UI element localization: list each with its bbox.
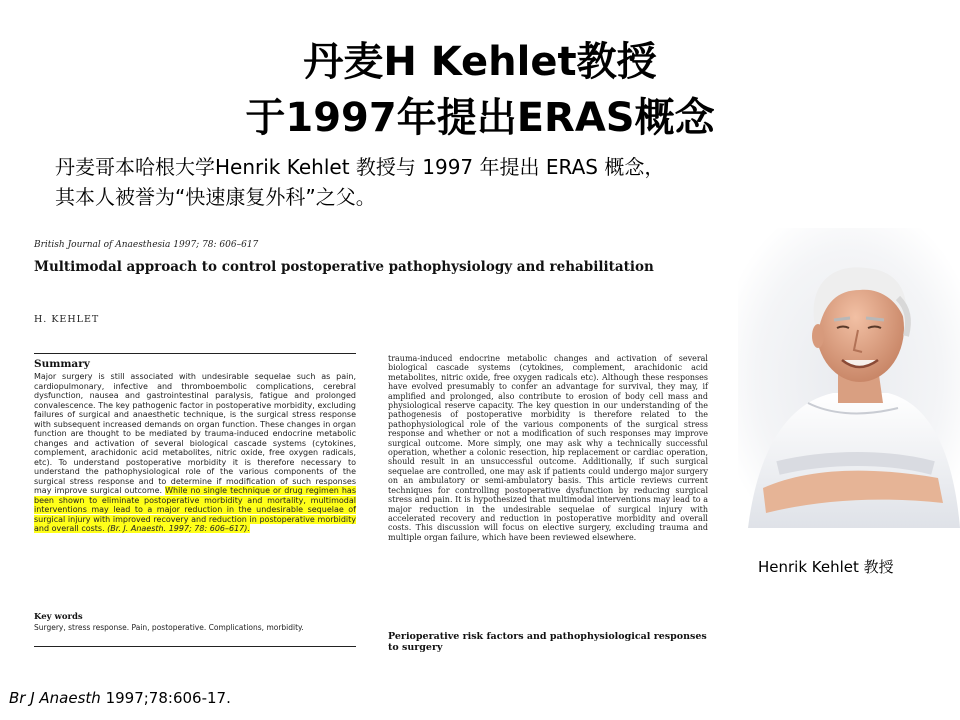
keywords-text: Surgery, stress response. Pain, postoperative. Complications, morbidity. [34, 623, 304, 632]
journal-header: British Journal of Anaesthesia 1997; 78: 606–617 [34, 240, 259, 250]
summary-box [34, 353, 356, 647]
article-section-heading: Perioperative risk factors and pathophysiological responses to surgery [388, 631, 707, 653]
summary-heading: Summary [34, 358, 90, 370]
reference-journal: Br J Anaesth [9, 689, 101, 707]
keywords-heading: Key words [34, 612, 83, 622]
journal-page-image [28, 238, 722, 658]
article-author: H. KEHLET [34, 314, 100, 325]
article-title: Multimodal approach to control postoperative pathophysiology and rehabilitation [34, 259, 654, 275]
reference-details: 1997;78:606-17. [100, 689, 231, 707]
article-column-2: trauma-induced endocrine metabolic changes and activation of several biological cascade systems (cytokines, complement, arachidonic acid metabolites, nitric oxide, free oxygen radicals etc). Although these responses have evolved presumably to confer an advantage for survival, they may, if amplified and prolonged, also contribute to erosion of body cell mass and physiological reserve capacity. The key question in our understanding of the pathogenesis of postoperative morbidity is therefore related to the pathophysiological role of the various components of the surgical stress response and whether or not a modification of such responses may improve surgical outcome. More simply, one may ask why a technically successful operation, whether a colonic resection, hip replacement or cardiac operation, should result in an unsuccessful outcome. Additionally, if such surgical sequelae are controlled, one may ask if patients could undergo major surgery on an ambulatory or semi-ambulatory basis. This article reviews current techniques for controlling postoperative dysfunction by reducing surgical stress and pain. It is hypothesized that multimodal interventions may lead to a major reduction in the undesirable sequelae of surgical injury with accelerated recovery and reduction in postoperative morbidity and overall costs. This discussion will focus on elective surgery, excluding trauma and multiple organ failure, which have been reviewed elsewhere. [388, 354, 708, 542]
subtitle-line2: 其本人被誉为“快速康复外科”之父。 [55, 185, 376, 209]
reference-citation [9, 689, 231, 707]
summary-body: Major surgery is still associated with undesirable sequelae such as pain, cardiopulmonary, infective and thromboembolic complications, cerebral dysfunction, nausea and gastrointestinal paralysis, fatigue and prolonged convalescence. The key pathogenic factor in postoperative morbidity, excluding failures of surgical and anaesthetic technique, is the surgical stress response with subsequent increased demands on organ function. These changes in organ function are thought to be mediated by trauma-induced endocrine metabolic changes and activation of several biological cascade systems (cytokines, complement, arachidonic acid metabolites, nitric oxide, free oxygen radicals, etc). To understand postoperative morbidity it is therefore necessary to understand the pathophysiological role of the various components of the surgical stress response and to determine if modification of such responses may improve surgical outcome. [34, 372, 356, 495]
portrait-photo [738, 228, 960, 528]
summary-text [34, 372, 356, 534]
photo-caption: Henrik Kehlet 教授 [758, 558, 894, 576]
slide-title-line2: 于1997年提出ERAS概念 [245, 95, 715, 141]
subtitle-line1: 丹麦哥本哈根大学Henrik Kehlet 教授与 1997 年提出 ERAS 概念， [55, 155, 665, 179]
slide-title-line1: 丹麦H Kehlet教授 [303, 39, 657, 85]
summary-highlight: While no single technique or drug regimen has been shown to eliminate postoperative morbidity and mortality, multimodal interventions may lead to a major reduction in the undesirable sequelae of surgical injury with improved recovery and reduction in postoperative morbidity and overall costs. (Br. J. Anaesth. 1997; 78: 606–617). [34, 486, 356, 533]
